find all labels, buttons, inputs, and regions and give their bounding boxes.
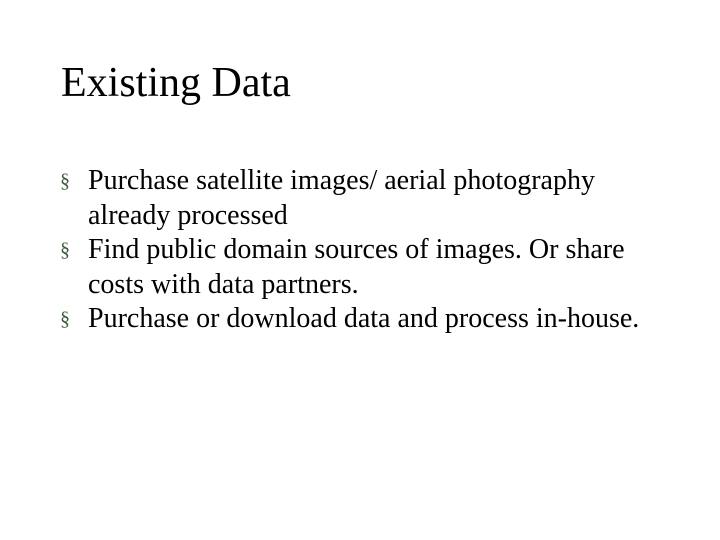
bullet-text: Find public domain sources of images. Or share costs with data partners. <box>88 234 625 300</box>
bullet-item <box>60 233 660 302</box>
bullet-item <box>60 164 660 233</box>
bullet-item <box>60 302 660 337</box>
section-sign-bullet-icon: § <box>60 308 70 330</box>
section-sign-bullet-icon: § <box>60 239 70 261</box>
slide-title: Existing Data <box>61 60 291 106</box>
bullet-list <box>60 164 660 337</box>
section-sign-bullet-icon: § <box>60 170 70 192</box>
bullet-text: Purchase or download data and process in-house. <box>88 303 640 334</box>
bullet-text: Purchase satellite images/ aerial photography already processed <box>88 165 595 231</box>
